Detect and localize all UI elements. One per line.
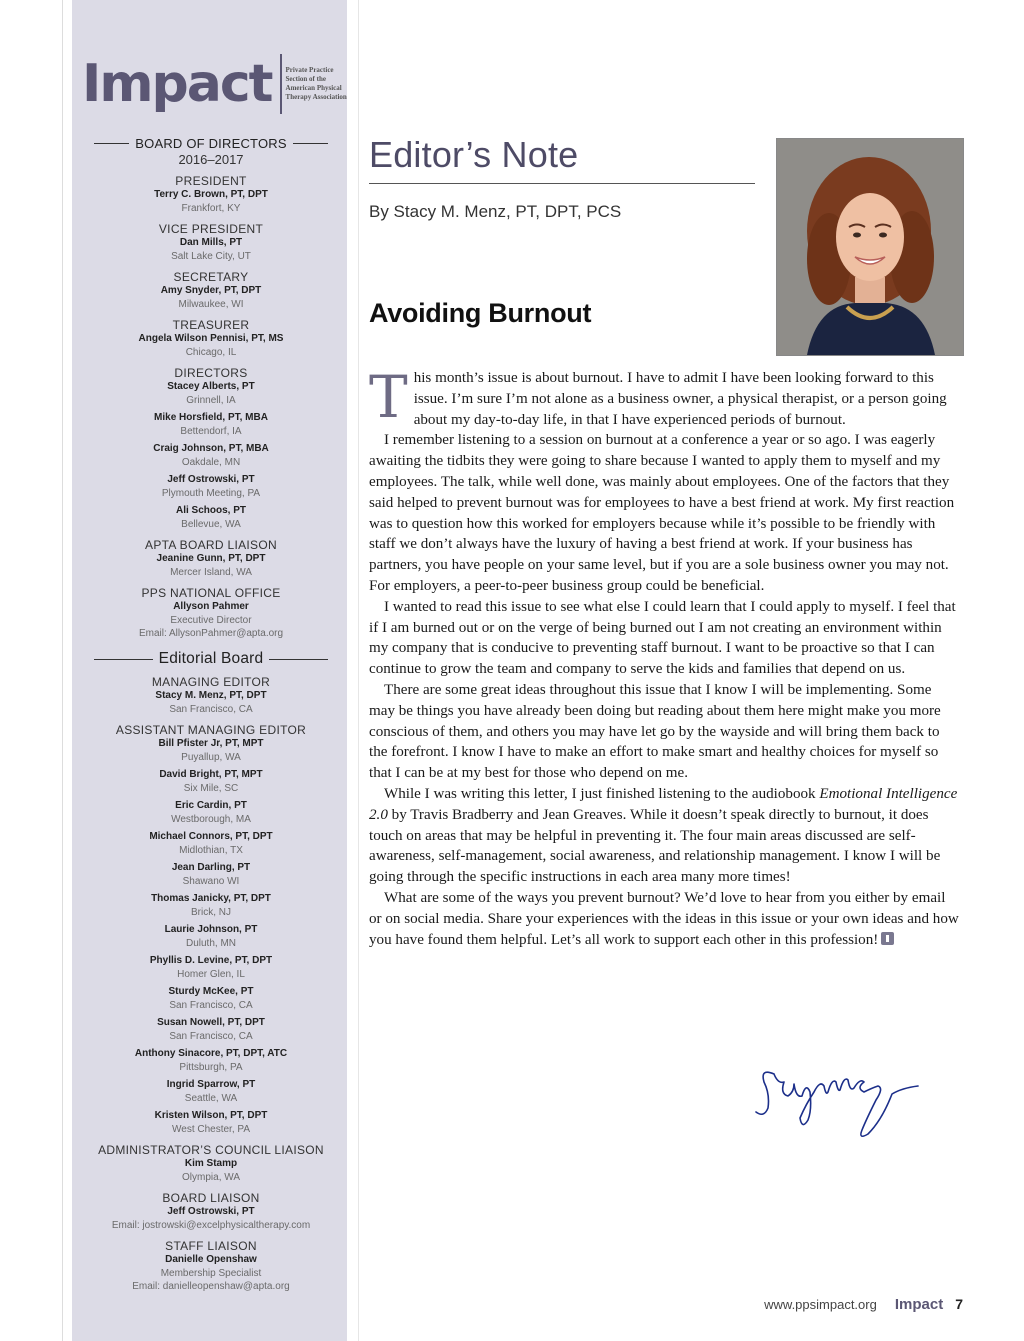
person-detail: Pittsburgh, PA — [179, 1062, 243, 1073]
person-name: Kristen Wilson, PT, DPT — [154, 1110, 268, 1121]
masthead-person — [72, 1205, 350, 1232]
person-name: Amy Snyder, PT, DPT — [160, 285, 262, 296]
person-name: Phyllis D. Levine, PT, DPT — [149, 955, 273, 966]
person-detail: Westborough, MA — [171, 814, 251, 825]
masthead-person — [72, 892, 350, 919]
board-sections — [72, 174, 350, 640]
masthead-role: VICE PRESIDENT — [158, 222, 264, 236]
masthead-role: APTA BOARD LIAISON — [145, 538, 277, 552]
person-name: David Bright, PT, MPT — [159, 769, 263, 780]
person-detail: Six Mile, SC — [183, 783, 239, 794]
person-name: Terry C. Brown, PT, DPT — [154, 189, 268, 200]
person-email[interactable]: Email: AllysonPahmer@apta.org — [138, 628, 284, 639]
person-detail: Olympia, WA — [182, 1172, 240, 1183]
person-detail: San Francisco, CA — [169, 1000, 253, 1011]
masthead-role: PPS NATIONAL OFFICE — [141, 586, 281, 600]
editorial-heading — [94, 650, 328, 668]
byline: By Stacy M. Menz, PT, DPT, PCS — [369, 202, 622, 221]
masthead-person — [72, 188, 350, 215]
person-name: Thomas Janicky, PT, DPT — [151, 893, 271, 904]
person-detail: Homer Glen, IL — [177, 969, 245, 980]
masthead-role: ASSISTANT MANAGING EDITOR — [115, 723, 307, 737]
person-email[interactable]: Email: jostrowski@excelphysicaltherapy.com — [111, 1220, 311, 1231]
person-detail: Bettendorf, IA — [180, 426, 242, 437]
book-title: Emotional Intelligence 2.0 — [369, 785, 958, 823]
person-name: Sturdy McKee, PT — [168, 986, 254, 997]
masthead-person — [72, 768, 350, 795]
heading-rule — [94, 143, 129, 144]
masthead-person — [72, 1109, 350, 1136]
page-footer — [700, 1296, 963, 1313]
masthead-role: TREASURER — [172, 318, 250, 332]
person-detail: Salt Lake City, UT — [171, 251, 251, 262]
person-detail: Plymouth Meeting, PA — [161, 488, 261, 499]
paragraph: I remember listening to a session on burnout at a conference a year or so ago. I was eagerly awaiting the tidbits they were going to share because I wanted to apply them to myself and my employees. The talk, while well done, was mainly about employees. One of the factors that they said helped to prevent burnout was for employees to have a best friend at work. My first reaction was to question how this worked for employers because while it’s possible to be friendly with staff we don’t always have the luxury of having a best friend at work. If your business has partners, you have people on your same level, but if you are a sole business owner you may not. For employers, a peer-to-peer business group could be beneficial. — [369, 432, 955, 594]
paragraph: I wanted to read this issue to see what else I could learn that I could apply to myself. I feel that if I am burned out or on the verge of being burned out I am not creating an environment within my company that is conducive to preventing staff burnout. I want to be proactive so that I can continue to grow the team and company to serve the kids and families that depend on us. — [369, 598, 956, 678]
masthead-person — [72, 923, 350, 950]
paragraph — [369, 888, 961, 950]
masthead-person — [72, 1047, 350, 1074]
person-name: Stacey Alberts, PT — [167, 381, 255, 392]
masthead-list — [72, 136, 350, 1293]
signature — [752, 1060, 962, 1150]
paragraph-text: by Travis Bradberry and Jean Greaves. While it doesn’t speak directly to burnout, it does touch on areas that may be helpful in preventing it. The four main areas discussed are self-awareness, self-management, social awareness, and relationship management. I know I will be going through the specific instructions in each area many more times! — [369, 806, 941, 886]
person-detail: Grinnell, IA — [186, 395, 236, 406]
person-detail: Membership Specialist — [160, 1268, 262, 1279]
article-headline: Avoiding Burnout — [369, 298, 592, 328]
masthead-role: DIRECTORS — [174, 366, 248, 380]
article-body — [369, 363, 961, 950]
paragraph-text: his month’s issue is about burnout. I have to admit I have been looking forward to this issue. I’m sure I’m not alone as a business owner, a physical therapist, or a person going about my day-to-day life, in that I have experienced periods of burnout. — [413, 370, 947, 428]
paragraph: There are some great ideas throughout this issue that I know I will be implementing. Some may be things you have already been doing but reading about them here might make you more conscious of them, and others you may have let go by the wayside and will bring them back to the forefront. I know I have to make an effort to make smart and healthy choices for myself so that I can be at my best for those who depend on me. — [369, 681, 941, 782]
person-name: Bill Pfister Jr, PT, MPT — [158, 738, 264, 749]
masthead-person — [72, 985, 350, 1012]
masthead-person — [72, 332, 350, 359]
masthead-person — [72, 1157, 350, 1184]
masthead-role: SECRETARY — [173, 270, 249, 284]
person-detail: Frankfort, KY — [181, 203, 241, 214]
paragraph-text: What are some of the ways you prevent burnout? We’d love to hear from you either by email or on social media. Share your experiences with the ideas in this issue or your own ideas and how you have found them helpful. Let’s all work to support each other in this profession! — [369, 889, 959, 948]
board-heading — [94, 136, 328, 151]
end-mark-icon — [881, 932, 894, 945]
person-name: Kim Stamp — [184, 1158, 238, 1169]
heading-rule — [269, 659, 328, 660]
person-detail: Bellevue, WA — [181, 519, 241, 530]
person-detail: Executive Director — [170, 615, 252, 626]
person-name: Allyson Pahmer — [173, 601, 249, 612]
board-heading-text: BOARD OF DIRECTORS — [135, 136, 287, 151]
paragraph — [369, 784, 961, 888]
masthead-person — [72, 600, 350, 640]
masthead-person — [72, 442, 350, 469]
masthead-role: PRESIDENT — [175, 174, 247, 188]
person-name: Ingrid Sparrow, PT — [166, 1079, 256, 1090]
person-name: Danielle Openshaw — [165, 1254, 257, 1265]
person-detail: Duluth, MN — [185, 938, 236, 949]
masthead-person — [72, 473, 350, 500]
page-title: Editor’s Note — [369, 134, 579, 175]
person-name: Angela Wilson Pennisi, PT, MS — [138, 333, 284, 344]
person-name: Michael Connors, PT, DPT — [149, 831, 273, 842]
person-name: Eric Cardin, PT — [175, 800, 247, 811]
footer-url[interactable]: www.ppsimpact.org — [764, 1297, 877, 1312]
person-detail: Shawano WI — [182, 876, 240, 887]
person-name: Stacy M. Menz, PT, DPT — [155, 690, 267, 701]
masthead-person — [72, 1078, 350, 1105]
person-name: Jeff Ostrowski, PT — [167, 1206, 255, 1217]
masthead-person — [72, 1016, 350, 1043]
masthead-person — [72, 799, 350, 826]
person-detail: West Chester, PA — [172, 1124, 250, 1135]
person-name: Jean Darling, PT — [171, 862, 251, 873]
masthead-person — [72, 504, 350, 531]
person-name: Susan Nowell, PT, DPT — [157, 1017, 265, 1028]
person-email[interactable]: Email: danielleopenshaw@apta.org — [132, 1281, 290, 1292]
heading-rule — [94, 659, 153, 660]
person-name: Mike Horsfield, PT, MBA — [154, 412, 268, 423]
masthead-person — [72, 954, 350, 981]
person-detail: San Francisco, CA — [169, 1031, 253, 1042]
editorial-sections — [72, 675, 350, 1293]
person-name: Jeff Ostrowski, PT — [167, 474, 255, 485]
masthead-role: BOARD LIAISON — [162, 1191, 260, 1205]
masthead-person — [72, 830, 350, 857]
masthead-person — [72, 380, 350, 407]
person-name: Laurie Johnson, PT — [164, 924, 258, 935]
person-detail: Seattle, WA — [184, 1093, 238, 1104]
person-detail: San Francisco, CA — [169, 704, 253, 715]
person-detail: Brick, NJ — [191, 907, 231, 918]
masthead-person — [72, 737, 350, 764]
drop-cap: T — [369, 363, 408, 431]
person-detail: Chicago, IL — [185, 347, 237, 358]
person-name: Dan Mills, PT — [179, 237, 243, 248]
author-portrait-image — [777, 139, 963, 355]
masthead-role: ADMINISTRATOR’S COUNCIL LIAISON — [98, 1143, 324, 1157]
person-detail: Oakdale, MN — [181, 457, 241, 468]
logo-wordmark: Impact — [82, 54, 272, 114]
person-name: Craig Johnson, PT, MBA — [153, 443, 269, 454]
heading-rule — [293, 143, 328, 144]
paragraph — [369, 363, 961, 431]
person-detail: Puyallup, WA — [181, 752, 241, 763]
page-edge-line — [62, 0, 63, 1341]
logo-subtitle: Private Practice Section of the American Physical Therapy Association — [285, 66, 347, 101]
board-years: 2016–2017 — [178, 152, 244, 167]
masthead-person — [72, 689, 350, 716]
masthead-role: STAFF LIAISON — [165, 1239, 257, 1253]
person-name: Jeanine Gunn, PT, DPT — [156, 553, 266, 564]
title-rule — [369, 183, 755, 184]
paragraph-text: While I was writing this letter, I just finished listening to the audiobook — [384, 785, 820, 802]
masthead-person — [72, 411, 350, 438]
person-detail: Mercer Island, WA — [170, 567, 252, 578]
spacer — [72, 640, 350, 650]
editorial-heading-text: Editorial Board — [158, 650, 264, 667]
person-detail: Milwaukee, WI — [178, 299, 244, 310]
logo-divider — [280, 54, 282, 114]
person-name: Anthony Sinacore, PT, DPT, ATC — [134, 1048, 288, 1059]
masthead-person — [72, 1253, 350, 1293]
author-photo — [776, 138, 964, 356]
column-divider — [358, 0, 359, 1341]
masthead-person — [72, 284, 350, 311]
person-detail: Midlothian, TX — [179, 845, 243, 856]
masthead-person — [72, 236, 350, 263]
masthead-person — [72, 861, 350, 888]
person-name: Ali Schoos, PT — [175, 505, 246, 516]
impact-logo — [82, 52, 356, 116]
footer-brand: Impact — [894, 1296, 944, 1313]
masthead-person — [72, 552, 350, 579]
masthead-role: MANAGING EDITOR — [151, 675, 271, 689]
page-number: 7 — [955, 1296, 963, 1312]
